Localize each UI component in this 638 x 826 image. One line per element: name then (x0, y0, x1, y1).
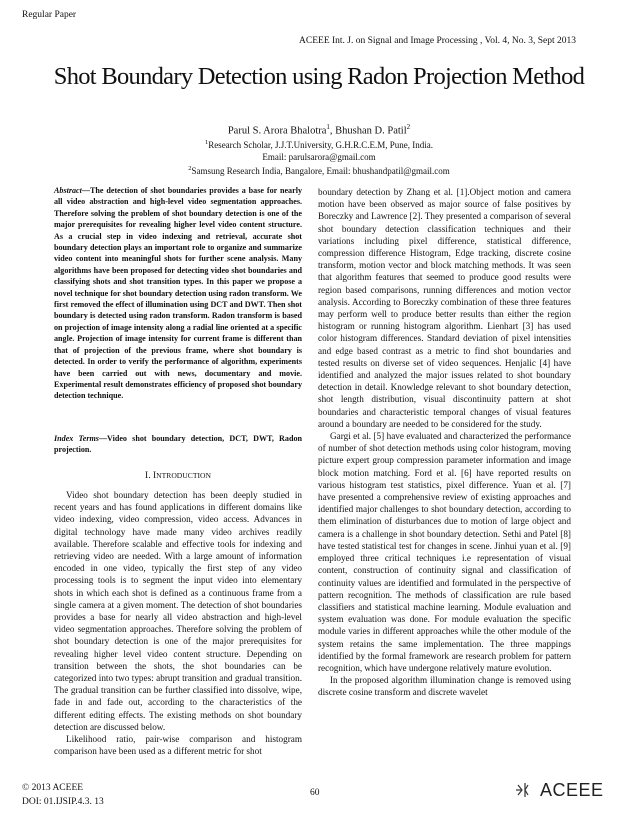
author-separator: , (329, 125, 336, 137)
affiliation-2-text: Samsung Research India, Bangalore, Email: bhushandpatil@gmail.com (191, 166, 450, 176)
author-2: Bhushan D. Patil (335, 125, 407, 137)
page-number: 60 (310, 788, 320, 798)
paragraph: Video shot boundary detection has been deeply studied in recent years and has found applications in different domains like video indexing, video compression, video access. Advances in digital technology have made many video archives readily available. Therefore scalable and effective tools for indexing and retrieving video are needed. With a large amount of information encoded in one video, typically the first step of any video processing tools is to segment the input video into elementary shots in which each shot is defined as a continuous frame from a single camera at a given moment. The detection of shot boundaries provides a base for nearly all video abstraction and high-level video segmentation approaches. Therefore solving the problem of shot boundary detection is one of the major prerequisites for revealing higher level video content structure. Depending on transition between the shots, the shot boundaries can be categorized into two types: abrupt transition and gradual transition. The gradual transition can be further classified into dissolve, wipe, fade in and fade out, according to the characteristics of the different editing effects. The existing methods on shot boundary detection are discussed below. (54, 490, 302, 732)
section-first-letter: I (152, 471, 157, 481)
affiliation-email-1-text: Email: parulsarora@gmail.com (262, 152, 376, 162)
abstract-label: Abstract (54, 186, 82, 195)
affiliation-2-sup: 2 (188, 165, 192, 172)
section-heading-introduction (54, 471, 302, 481)
journal-header: ACEEE Int. J. on Signal and Image Processing , Vol. 4, No. 3, Sept 2013 (299, 36, 576, 46)
logo-text: ACEEE (540, 780, 604, 800)
paragraph: In the proposed algorithm illumination change is removed using discrete cosine transform and discrete wavelet (318, 675, 571, 698)
aceee-logo-icon (512, 781, 538, 799)
section-numeral: I. (145, 471, 153, 481)
abstract (54, 185, 302, 402)
affiliation-1 (0, 139, 638, 150)
author-1-sup: 1 (326, 123, 330, 131)
paper-category: Regular Paper (22, 10, 77, 20)
left-column-body (54, 489, 302, 757)
affiliation-2 (0, 165, 638, 176)
index-terms-label: Index Terms (54, 434, 99, 443)
right-column-body (318, 186, 571, 699)
paragraph: Gargi et al. [5] have evaluated and characterized the performance of number of shot detection methods using color histogram, moving picture expert group compression parameter information and image block motion matching. Ford et al. [6] have reported results on various histogram test statistics, pixel difference. Yuan et al. [7] have presented a comprehensive review of existing approaches and identified major challenges to shot boundary detection, according to them elimination of disturbances due to motion of large object and camera is a challenge in shot boundary detection. Sethi and Patel [8] have tested statistical test for changes in scene. Jinhui yuan et al. [9] employed three critical techniques i.e representation of visual content, construction of continuity signal and classification of continuity values are identified and formulated in the perspective of pattern recognition. The methods of classification are rule based classifiers and statistical machine learning. Module evaluation and system evaluation was done. For module evaluation the specific module varies in different approaches while the other module of the system retains the same implementation. The three mappings identified by the formal framework are research problem for pattern recognition, which have undergone relatively mature evolution. (318, 431, 571, 673)
abstract-text: —The detection of shot boundaries provides a base for nearly all video abstraction and high-level video segmentation approaches. Therefore solving the problem of shot boundary detection is one of the major prerequisites for revealing higher level video content structure. As a crucial step in video indexing and retrieval, accurate shot boundary detection plays an important role to organize and summarize video content into meaningful shots for further scene analysis. Many algorithms have been proposed for detecting video shot boundaries and classifying shots and shot transition types. In this paper we propose a novel technique for shot boundary detection using radon transform. We first removed the effect of illumination using DCT and DWT. Then shot boundary is detected using radon transform. Radon transform is based on projection of image intensity along a radial line oriented at a specific angle. Projection of image intensity for current frame is different than that of projection of the previous frame, where shot boundary is detected. In order to verify the performance of algorithm, experiments have been carried out with news, documentary and movie. Experimental result demonstrates efficiency of proposed shot boundary detection technique. (54, 186, 302, 401)
section-rest: NTRODUCTION (156, 471, 211, 480)
author-1: Parul S. Arora Bhalotra (227, 125, 327, 137)
author-2-sup: 2 (406, 123, 411, 131)
affiliation-email-1 (0, 152, 638, 162)
affiliation-1-text: Research Scholar, J.J.T.University, G.H.R.C.E.M, Pune, India. (208, 140, 434, 150)
paragraph: boundary detection by Zhang et al. [1].Object motion and camera motion have been observed as major source of false positives by Boreczky and Lawrence [2]. They presented a comparison of several shot boundary detection classification techniques and their variations including pixel difference, statistical difference, compression difference Histogram, Edge tracking, discrete cosine transform, motion vector and block matching methods. It was seen that algorithm features that seemed to produce good results were region based comparisons, running differences and motion vector analysis. According to Boreczky combination of these three features may perform well to produce better results than either the region histogram or running histogram algorithm. Lienhart [3] has used color histogram differences. Standard deviation of pixel intensities and edge based contrast as a metric to find shot boundaries and tested results on diverse set of video sequences. Henjalic [4] have identified and analyzed the major issues related to shot boundary detection in detail. Knowledge relevant to shot boundary detection, shot length distribution, visual discontinuity pattern at shot boundaries and characteristic temporal changes of visual features around a boundary are needed to be considered for the study. (318, 187, 571, 429)
index-terms (54, 433, 302, 456)
copyright: © 2013 ACEEE (22, 783, 84, 793)
index-terms-text: —Video shot boundary detection, DCT, DWT, Radon projection. (54, 434, 302, 455)
paper-title: Shot Boundary Detection using Radon Projection Method (53, 63, 585, 90)
doi: DOI: 01.IJSIP.4.3. 13 (22, 797, 104, 807)
author-line (0, 123, 638, 137)
paragraph: Likelihood ratio, pair-wise comparison and histogram comparison have been used as a different metric for shot (54, 734, 302, 757)
aceee-logo (512, 780, 604, 801)
affiliation-1-sup: 1 (204, 139, 209, 146)
